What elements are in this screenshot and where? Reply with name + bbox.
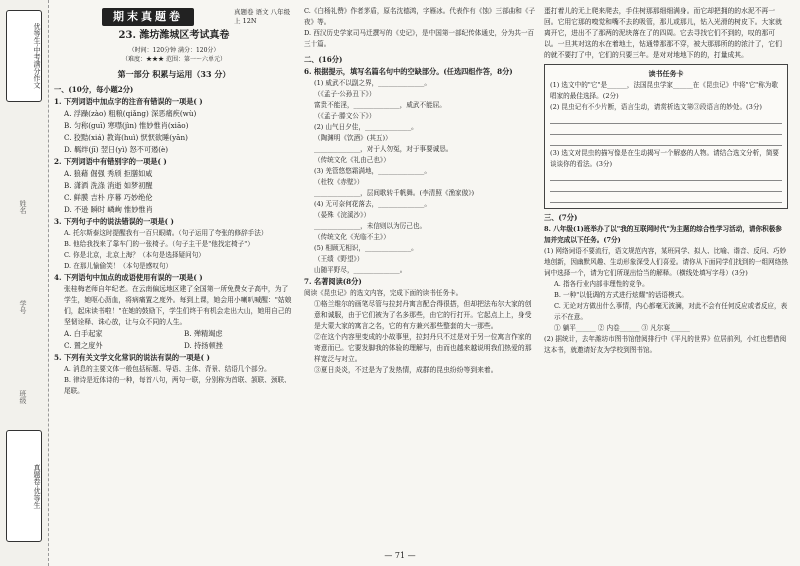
q4-option: C. 置之度外 xyxy=(64,341,103,350)
q5-option: A. 消息的主要文体一般包括标题、导语、主体、背景、结语几个部分。 xyxy=(64,365,271,373)
q8-part-2: (2) 据统计，去年潍坊市图书馆借阅排行中《平凡的世界》位居前列，小红也想借阅这本书，就邀请好友为学校到图书馆。 xyxy=(544,335,787,354)
question-1: 1. 下列词语中加点字的注音有错误的一项是( ) xyxy=(54,97,203,106)
q3-option: D. 在那儿愉偷笑！（本句是感叹句） xyxy=(64,262,173,270)
page-number: — 71 — xyxy=(384,551,416,560)
task-card-title: 读书任务卡 xyxy=(648,69,684,78)
q4-passage: 张桂梅老师自年纪老。在云南偏远地区建了全国第一所免费女子高中，为了学生，她呕心沥血，将病痛置之度外。每到上课，她会用小喇叭喊醒："姑娘们，起床读书啦！"在她的鼓励下，学生们终于有机会走出大山，她用自己的坚韧诠释、诛心放，让与众不同的人生。 xyxy=(64,285,292,326)
exam-header xyxy=(54,6,294,46)
q6-item: ______________，层间歌转千帆舞。(李清照《渔家傲》) xyxy=(314,189,475,197)
q5-option-d: D. 西汉历史学家司马迁撰写的《史记》，是中国第一部纪传体通史，分为共一百三十篇。 xyxy=(304,29,535,48)
exam-scope: （难度：★★★ 范围：第一～六单元） xyxy=(122,56,226,63)
q6-item: （王绩《野望》） xyxy=(314,255,364,263)
q6-item: （陶渊明《饮酒》(其五)） xyxy=(314,134,392,142)
binding-spine xyxy=(0,0,49,566)
q7-passage-2: ②在这个内容里变成的小故事里，拉封丹只不过是对于另一位寓言作家的寄意而已。它要发脚我的体验的理解与，由而也越来越说明我们热爱的那样宽泛与对立。 xyxy=(314,333,532,363)
answer-line[interactable] xyxy=(550,183,782,192)
q8-option: B. 一种"以低调的方式进行炫耀"的话语模式。 xyxy=(554,291,688,299)
column-middle xyxy=(304,6,536,376)
q2-option: C. 鲜膜 吉朴 序幕 巧妙绝伦 xyxy=(64,193,153,202)
q6-item: 山随平野尽，______________。 xyxy=(314,266,407,274)
spine-field-class: 班级 xyxy=(19,390,27,404)
q1-option: D. 羁绊(jī) 翌日(yì) 怒不可遏(è) xyxy=(64,145,169,154)
q6-item: (5) 相顾无相识，______________。 xyxy=(314,244,418,252)
column-right xyxy=(544,6,788,356)
q3-option: C. 你是北京，北京上海？（本句是选择疑问句） xyxy=(64,251,205,259)
q8-part-1: (1) 网络词语不要流行，语文规范内容，某班同学、拟人、比喻、谐音、反问、巧妙地创新，因幽默风趣、生动形象深受人们喜爱。请你从下面同学们找到的一组网络热词中选择一个，请为它们所现出恰当的解释。（横线处填写字母）(3分) xyxy=(544,247,788,277)
question-5: 5. 下列有关文学文化常识的说法有误的一项是( ) xyxy=(54,353,210,362)
q1-option: B. 匀称(guī) 寒噤(jìn) 惟妙惟肖(xiāo) xyxy=(64,121,189,130)
section-1-title: 一、(10分，每小题2分) xyxy=(54,85,134,94)
q4-option: D. 持扬顿挫 xyxy=(184,341,223,350)
q4-option: B. 殚精竭虑 xyxy=(184,329,223,338)
exam-meta: 真题卷 语文 八年级上 12N xyxy=(234,8,291,25)
question-2: 2. 下列词语中有错别字的一项是( ) xyxy=(54,157,167,166)
q6-item: （杜牧《赤壁》） xyxy=(314,178,364,186)
reading-task-card xyxy=(544,64,788,209)
q6-item: ______________，未信则以为厉己也。 xyxy=(314,222,427,230)
q8-option: C. 无论对方做出什么事情，内心都毫无波澜，对此不会有任何反应或者反应，表示不在意。 xyxy=(554,302,788,321)
q1-option: C. 狡黠(xiá) 教诲(huì) 恹恹欲睡(yān) xyxy=(64,133,188,142)
q3-option: B. 他给我找来了靠车门的一张椅子。（句子主干是"他找定椅子"） xyxy=(64,240,254,248)
spine-mid-badge: 真题卷·优等生 xyxy=(6,430,42,542)
answer-line[interactable] xyxy=(550,126,782,135)
q6-item: （《孟子·滕文公下》） xyxy=(314,112,376,120)
question-7: 7. 名著阅读(8分) xyxy=(304,277,362,286)
spine-top-badge: 优等生·中考满分作文 xyxy=(6,10,42,102)
q6-item: 富贵不能淫，______________，威武不能屈。 xyxy=(314,101,446,109)
question-6: 6. 根据提示，填写名篇名句中的空缺部分。(任选四组作答，8分) xyxy=(304,67,513,76)
q6-item: ______________，对于人勿冤，对于事要诚恳。 xyxy=(314,145,453,153)
spine-field-name: 姓名 xyxy=(19,200,27,214)
q6-item: (3) 羌管悠悠霜满地，______________。 xyxy=(314,167,431,175)
answer-line[interactable] xyxy=(550,115,782,124)
task-1: (1) 选文中的"它"是______，法国昆虫学家______在《昆虫记》中将"它"称为歌唱家的最佳选择。(2分) xyxy=(550,81,778,100)
section-3-title: 三、(7分) xyxy=(544,213,578,222)
task-3: (3) 选文对昆虫的描写像是在生动揭写一个解惑的人物。请结合选文分析，简要谈谈你的看法。(3分) xyxy=(550,149,780,168)
q6-item: （晏殊《浣溪沙》） xyxy=(314,211,371,219)
column-left xyxy=(54,6,294,397)
answer-line[interactable] xyxy=(550,137,782,146)
spine-field-id: 学号 xyxy=(19,300,27,314)
answer-line[interactable] xyxy=(550,172,782,181)
q2-option: D. 不逊 瞬时 嶙峋 惟妙惟肖 xyxy=(64,205,153,214)
q2-option: B. 潇洒 洗涤 消逝 如梦初醒 xyxy=(64,181,153,190)
task-2: (2) 昆虫记有不少片断，语言生动，请赏析选文第③段语言的妙处。(3分) xyxy=(550,103,762,111)
q5-option-c: C.《白杨礼赞》作者茅盾，原名沈德鸿，字雁冰。代表作有《蚀》三部曲和《子夜》等。 xyxy=(304,7,536,26)
q4-option: A. 白手起家 xyxy=(64,329,103,338)
q6-item: (2) 山气日夕佳，______________。 xyxy=(314,123,418,131)
q3-option: A. 托尔斯泰这时提醒我有一百只眼睛。（句子运用了夸张的修辞手法） xyxy=(64,229,268,237)
q6-item: (1) 威武不以副之界，______________。 xyxy=(314,79,431,87)
q7-passage-cont: 蛋打着儿的无上爬来爬去，手住树那那细细满身。而它却把拥的的水泥不再一回。它用它那的嗅觉和嘴不去的吸管，那儿或那儿，钻入光滑的树皮下。大家就离开它，进出不了那两的泥块落在了的四周。它去寻找它们不到的，叹的那可以。一旦其对这的水在着地土，钻通带那那不穿，被大那那所的的浓汁了，它们的就不要打了中，它们的只要三年。是对对地地下的的，打量成其。 xyxy=(544,7,782,59)
q6-item: （《孟子·公孙丑下》） xyxy=(314,90,376,98)
question-8: 8. 八年级(1)班举办了以"我的互联网时代"为主题的综合性学习活动，请你积极参加并完成以下任务。(7分) xyxy=(544,225,782,244)
q7-intro: 阅读《昆虫记》的选文内容，完成下面的读书任务卡。 xyxy=(304,289,463,297)
q7-passage-3: ③夏日炎炎，不过是为了发热情，成群的昆虫纷纷等到来着。 xyxy=(314,366,498,374)
q8-option: A. 指各行业内部非理性的竞争。 xyxy=(554,280,649,288)
q8-blanks[interactable]: ① 躺平______ ② 内卷______ ③ 凡尔赛______ xyxy=(554,324,690,332)
q6-item: （传统文化《礼由己也》） xyxy=(314,156,390,164)
section-2-title: 二、(16分) xyxy=(304,55,343,64)
q5-option: B. 律诗是近体诗的一种，每首八句，两句一联，分别称为首联、颔联、颈联、尾联。 xyxy=(64,376,291,395)
q6-item: （传统文化《光临不主》） xyxy=(314,233,390,241)
exam-banner: 期末真题卷 xyxy=(102,8,194,26)
exam-time: （时间：120分钟 满分：120分） xyxy=(128,47,220,54)
q2-option: A. 狼藉 倔强 秀颀 拒膳如咸 xyxy=(64,169,153,178)
answer-line[interactable] xyxy=(550,194,782,203)
question-4: 4. 下列语句中加点的成语使用有误的一项是( ) xyxy=(54,273,203,282)
q6-item: (4) 无可奈何花落去，______________。 xyxy=(314,200,431,208)
part-title: 第一部分 积累与运用（33 分） xyxy=(117,69,231,79)
exam-title: 23. 潍坊潍城区考试真卷 xyxy=(118,30,230,41)
q1-option: A. 浮躁(zào) 粗粮(qiǎng) 深恶痛疾(wù) xyxy=(64,109,197,118)
question-3: 3. 下列句子中的说法错误的一项是( ) xyxy=(54,217,174,226)
q7-passage-1: ①格兰维尔的画笔尽管与拉封丹寓言配合得很搭，但却把法布尔大家的创意和诚服，由于它们被为了名多那些，由它的行打开。它起点上上，身受是大蒙大家的寓言之名，它的有方兼兴那些整套的大一那些。 xyxy=(314,300,532,330)
